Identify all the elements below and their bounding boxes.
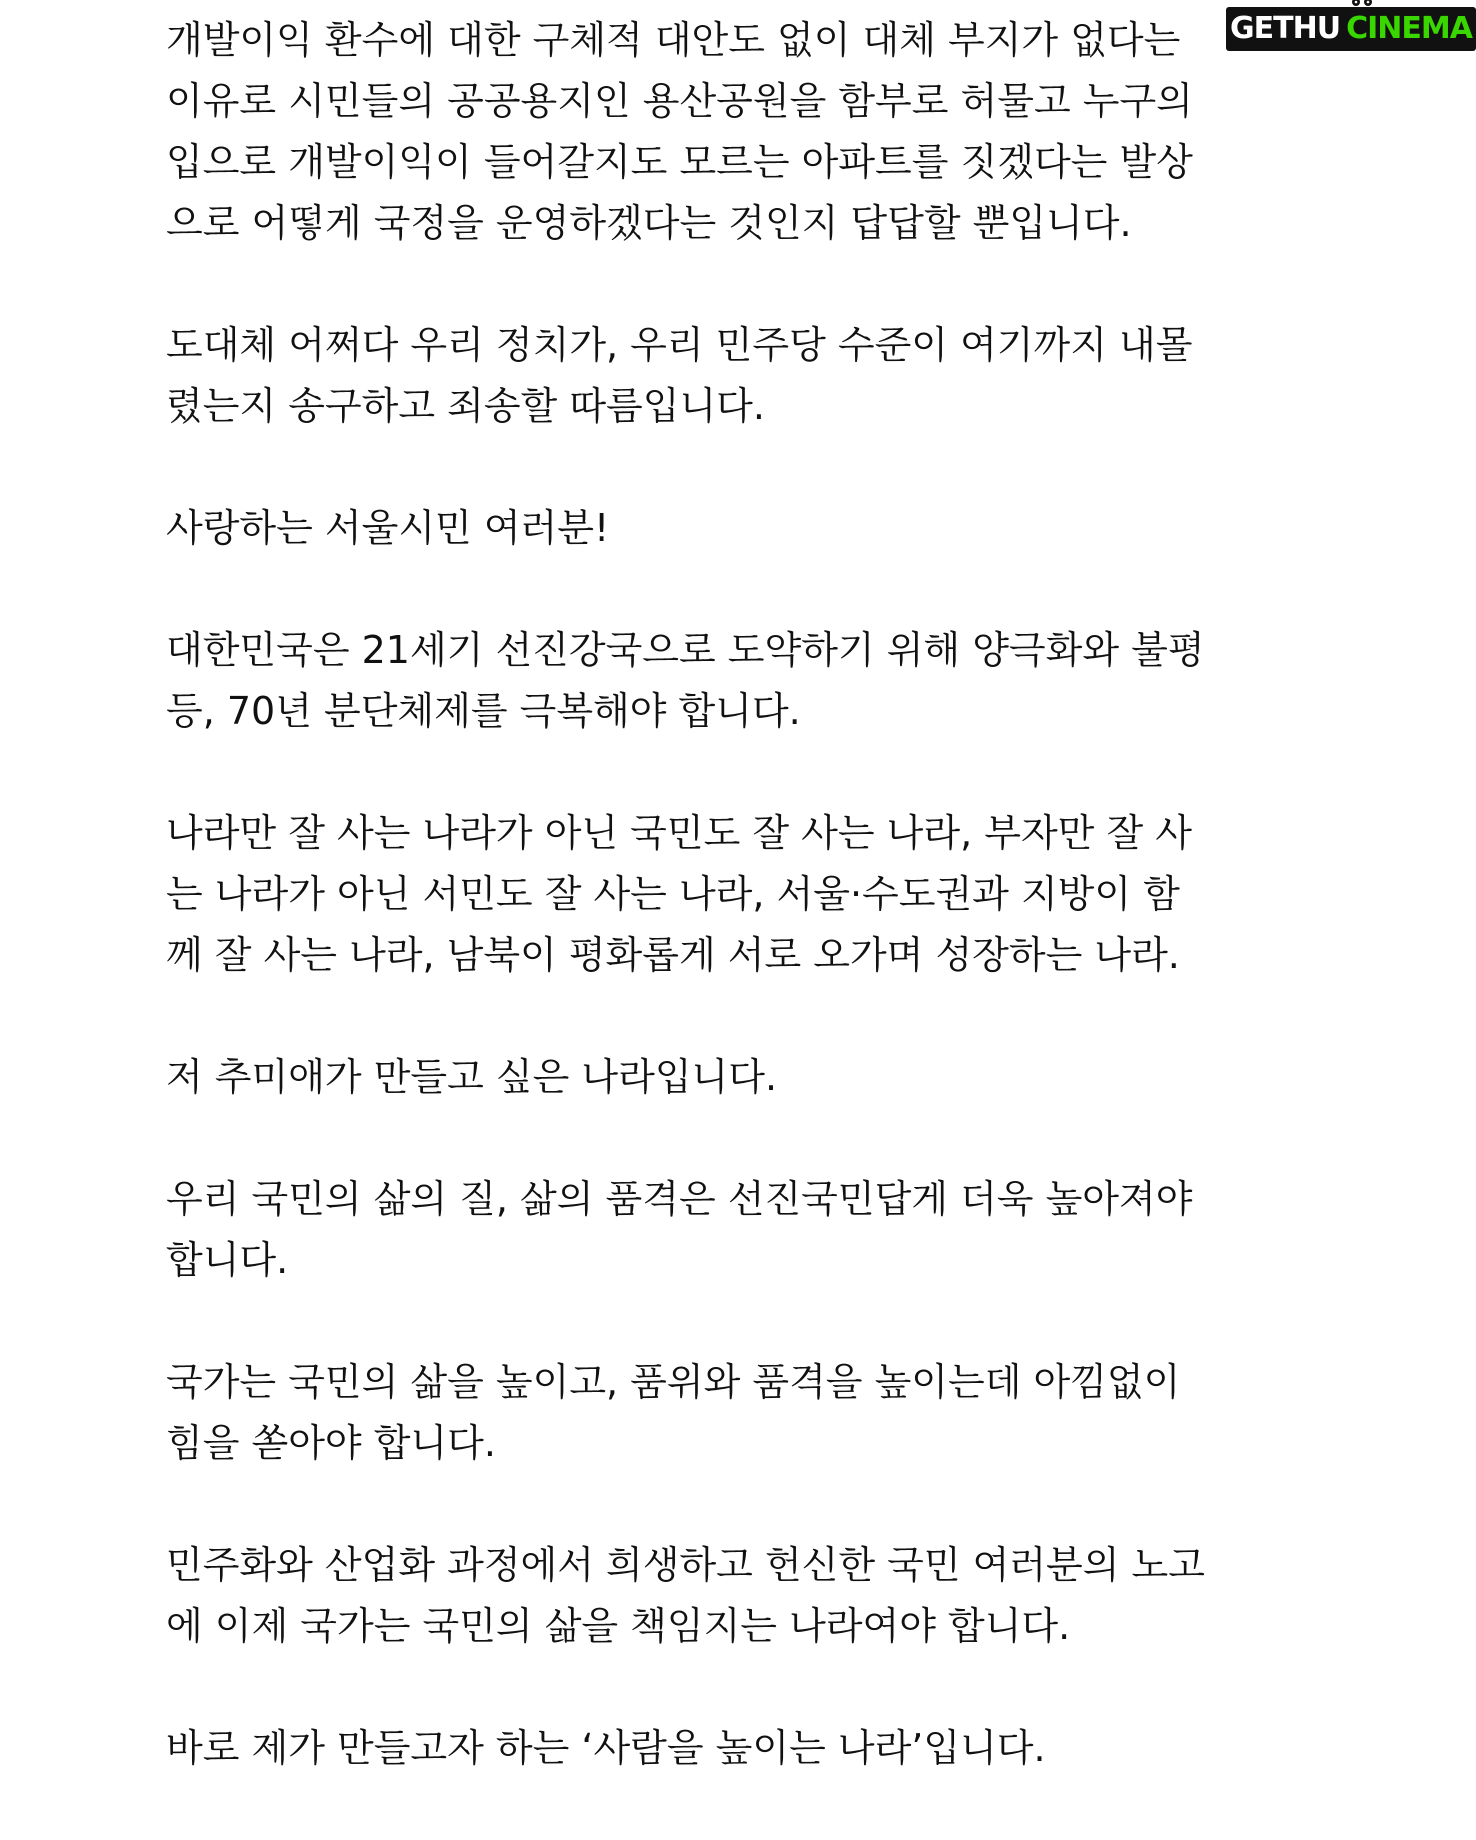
film-reel-icon: [1350, 0, 1376, 7]
paragraph-2: [166, 315, 1276, 437]
text-line: 국가는 국민의 삶을 높이고, 품위와 품격을 높이는데 아낌없이: [166, 1360, 1181, 1404]
watermark-text-part2-label: CINEMA: [1346, 11, 1472, 46]
paragraph-7: [166, 1169, 1276, 1291]
paragraph-9: [166, 1535, 1276, 1657]
text-line: 바로 제가 만들고자 하는 ‘사람을 높이는 나라’입니다.: [166, 1726, 1046, 1770]
paragraph-4: [166, 620, 1276, 742]
watermark-text-part2: [1344, 7, 1476, 51]
watermark-text-part1: GETHU: [1226, 7, 1344, 51]
text-line: 대한민국은 21세기 선진강국으로 도약하기 위해 양극화와 불평: [166, 628, 1205, 672]
text-line: 나라만 잘 사는 나라가 아닌 국민도 잘 사는 나라, 부자만 잘 사: [166, 811, 1192, 855]
text-line: 우리 국민의 삶의 질, 삶의 품격은 선진국민답게 더욱 높아져야: [166, 1177, 1193, 1221]
paragraph-5: [166, 803, 1276, 986]
text-line: 는 나라가 아닌 서민도 잘 사는 나라, 서울·수도권과 지방이 함: [166, 872, 1180, 916]
text-line: 합니다.: [166, 1238, 289, 1282]
paragraph-8: [166, 1352, 1276, 1474]
text-line: 저 추미애가 만들고 싶은 나라입니다.: [166, 1055, 778, 1099]
watermark-logo: [1226, 4, 1476, 54]
text-line: 사랑하는 서울시민 여러분!: [166, 506, 610, 550]
text-line: 이유로 시민들의 공공용지인 용산공원을 함부로 허물고 누구의: [166, 79, 1193, 123]
text-line: 힘을 쏟아야 합니다.: [166, 1421, 496, 1465]
paragraph-1: [166, 10, 1276, 254]
text-line: 도대체 어쩌다 우리 정치가, 우리 민주당 수준이 여기까지 내몰: [166, 323, 1193, 367]
paragraph-10: [166, 1718, 1276, 1779]
text-line: 께 잘 사는 나라, 남북이 평화롭게 서로 오가며 성장하는 나라.: [166, 933, 1180, 977]
text-line: 민주화와 산업화 과정에서 희생하고 헌신한 국민 여러분의 노고: [166, 1543, 1205, 1587]
text-line: 으로 어떻게 국정을 운영하겠다는 것인지 답답할 뿐입니다.: [166, 201, 1132, 245]
paragraph-3: [166, 498, 1276, 559]
text-line: 등, 70년 분단체제를 극복해야 합니다.: [166, 689, 801, 733]
text-line: 에 이제 국가는 국민의 삶을 책임지는 나라여야 합니다.: [166, 1604, 1071, 1648]
text-line: 개발이익 환수에 대한 구체적 대안도 없이 대체 부지가 없다는: [166, 18, 1181, 62]
document-body: [166, 10, 1276, 1840]
text-line: 입으로 개발이익이 들어갈지도 모르는 아파트를 짓겠다는 발상: [166, 140, 1193, 184]
paragraph-6: [166, 1047, 1276, 1108]
text-line: 렸는지 송구하고 죄송할 따름입니다.: [166, 384, 765, 428]
